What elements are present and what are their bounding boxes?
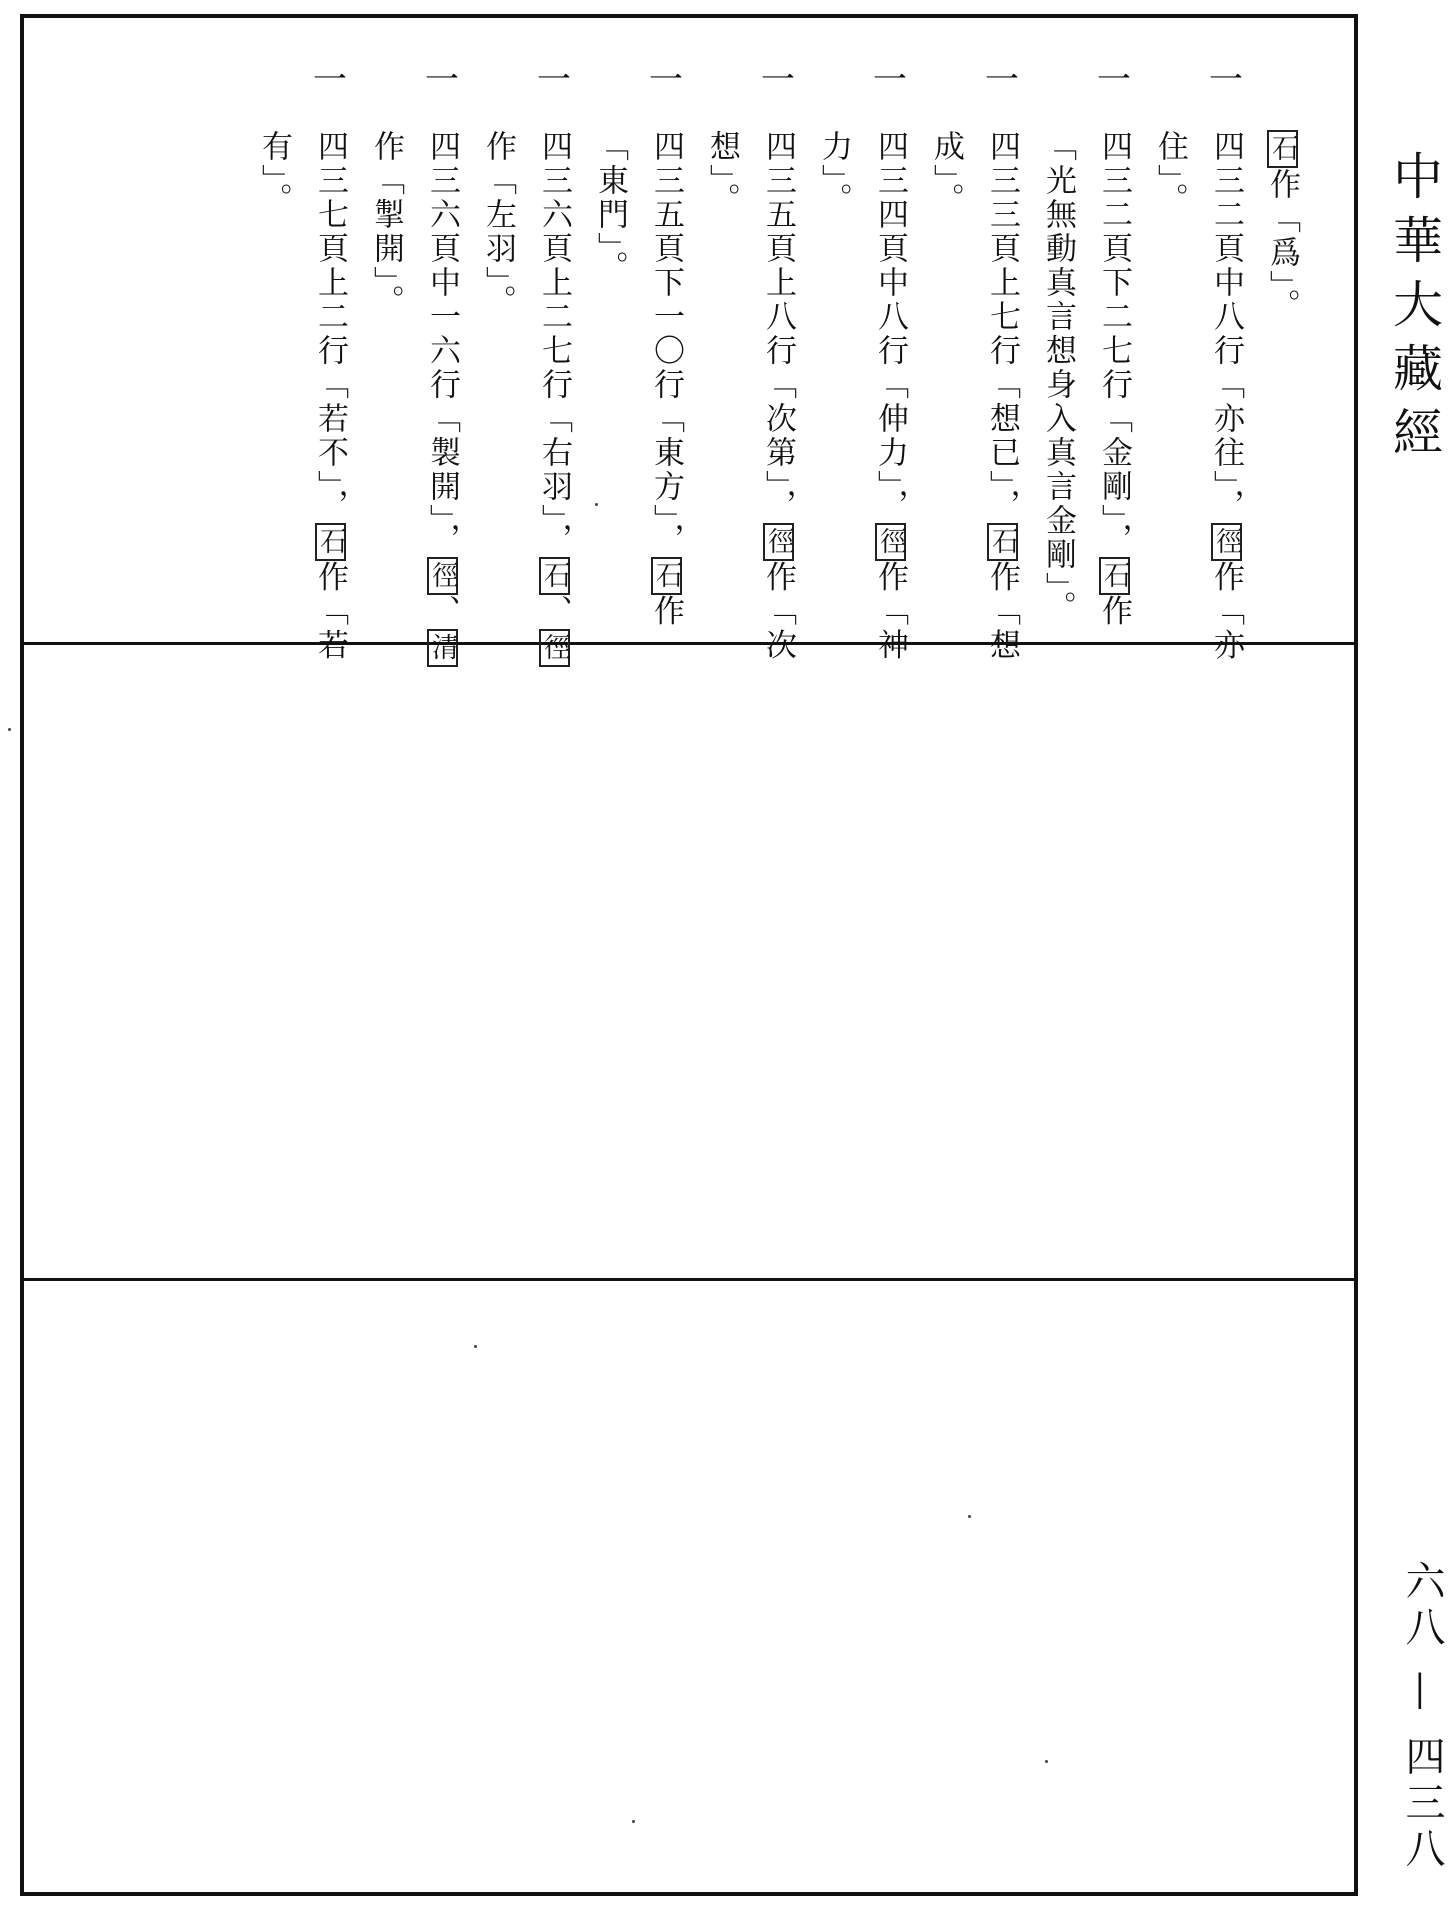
- note-column: [868, 60, 912, 663]
- section-divider-lower: [20, 1278, 1358, 1281]
- note-text-before: 四三五頁上八行「次第」，: [760, 130, 796, 523]
- note-column: [644, 60, 688, 629]
- note-column: [364, 60, 408, 620]
- entry-marker: 一: [873, 60, 907, 100]
- note-text: [980, 130, 1024, 663]
- note-text: [476, 130, 520, 319]
- page-number: 六八 — 四三八: [1399, 1560, 1445, 1874]
- note-text-before: 四三二頁中八行「亦往」，: [1208, 130, 1244, 523]
- entry-marker: 一: [537, 60, 571, 100]
- note-text: [532, 130, 576, 667]
- note-text: [1148, 130, 1192, 217]
- scan-speck: [474, 1345, 477, 1348]
- entry-marker: 一: [1097, 60, 1131, 100]
- edition-siglum: 徑: [1211, 523, 1242, 561]
- note-text-after: 「光無動真言想身入真言金剛」。: [1040, 130, 1076, 625]
- note-text: [1036, 130, 1080, 625]
- collation-notes: [200, 60, 1300, 663]
- note-text-before: 四三三頁上七行「想已」，: [984, 130, 1020, 523]
- scan-speck: [632, 1820, 635, 1823]
- note-text-after: 作「若: [312, 560, 348, 663]
- note-column: [588, 60, 632, 620]
- note-column: [756, 60, 800, 663]
- note-column: [1260, 60, 1304, 620]
- note-text-after: 作「掣開」。: [368, 130, 404, 319]
- note-text-after: 住」。: [1152, 130, 1188, 217]
- note-text-after: 想」。: [704, 130, 740, 217]
- note-text: [812, 130, 856, 217]
- entry-marker: 一: [649, 60, 683, 100]
- note-column: [1092, 60, 1136, 629]
- edition-siglum: 徑: [763, 523, 794, 561]
- note-text-before: 四三七頁上二行「若不」，: [312, 130, 348, 523]
- note-column: [924, 60, 968, 620]
- note-text: [756, 130, 800, 663]
- scan-speck: [1045, 1760, 1048, 1763]
- note-column: [308, 60, 352, 663]
- note-text: [308, 130, 352, 663]
- note-text-after: 作「左羽」。: [480, 130, 516, 319]
- edition-siglum: 石: [1099, 557, 1130, 595]
- siglum-separator: 、: [424, 594, 460, 629]
- note-column: [812, 60, 856, 620]
- note-column: [1148, 60, 1192, 620]
- note-column: [980, 60, 1024, 663]
- note-column: [700, 60, 744, 620]
- note-text-after: 作「亦: [1208, 560, 1244, 663]
- note-text-after: 作: [1096, 594, 1132, 629]
- entry-marker: 一: [985, 60, 1019, 100]
- note-text-after: 有」。: [256, 130, 292, 217]
- entry-marker: 一: [1209, 60, 1243, 100]
- note-text: [700, 130, 744, 217]
- note-text-after: 作: [648, 594, 684, 629]
- edition-siglum: 清: [427, 629, 458, 667]
- entry-marker: 一: [761, 60, 795, 100]
- note-text-before: 四三二頁下二七行「金剛」，: [1096, 130, 1132, 557]
- note-text: [1204, 130, 1248, 663]
- note-text-after: 力」。: [816, 130, 852, 217]
- note-text: [364, 130, 408, 319]
- note-text-after: 作「爲」。: [1264, 168, 1300, 323]
- edition-siglum: 徑: [875, 523, 906, 561]
- note-text-after: 作「想: [984, 560, 1020, 663]
- scan-speck: [968, 1515, 971, 1518]
- siglum-separator: 、: [536, 594, 572, 629]
- scan-speck: [8, 728, 11, 731]
- edition-siglum: 徑: [427, 557, 458, 595]
- note-text-after: 「東門」。: [592, 130, 628, 285]
- note-text-before: 四三五頁下一〇行「東方」，: [648, 130, 684, 557]
- entry-marker: 一: [425, 60, 459, 100]
- note-text-after: 作「次: [760, 560, 796, 663]
- edition-siglum: 石: [987, 523, 1018, 561]
- note-column: [252, 60, 296, 620]
- edition-siglum: 徑: [539, 629, 570, 667]
- note-text-before: 四三六頁上二七行「右羽」，: [536, 130, 572, 557]
- note-text: [644, 130, 688, 629]
- note-text-before: 四三六頁中一六行「製開」，: [424, 130, 460, 557]
- side-title: 中華大藏經: [1385, 150, 1443, 470]
- note-text: [420, 130, 464, 667]
- note-text-before: 四三四頁中八行「伸力」，: [872, 130, 908, 523]
- edition-siglum: 石: [315, 523, 346, 561]
- edition-siglum: 石: [1267, 130, 1298, 168]
- edition-siglum: 石: [539, 557, 570, 595]
- note-text: [588, 130, 632, 285]
- note-text: [868, 130, 912, 663]
- entry-marker: 一: [313, 60, 347, 100]
- scan-speck: [595, 503, 598, 506]
- note-column: [1204, 60, 1248, 663]
- note-column: [1036, 60, 1080, 625]
- note-text: [924, 130, 968, 217]
- edition-siglum: 石: [651, 557, 682, 595]
- note-column: [420, 60, 464, 663]
- note-text: [1092, 130, 1136, 629]
- note-column: [532, 60, 576, 663]
- note-column: [476, 60, 520, 620]
- note-text: [252, 130, 296, 217]
- section-divider-upper: [20, 642, 1358, 645]
- note-text-after: 成」。: [928, 130, 964, 217]
- note-text-after: 作「神: [872, 560, 908, 663]
- note-text: [1260, 130, 1304, 323]
